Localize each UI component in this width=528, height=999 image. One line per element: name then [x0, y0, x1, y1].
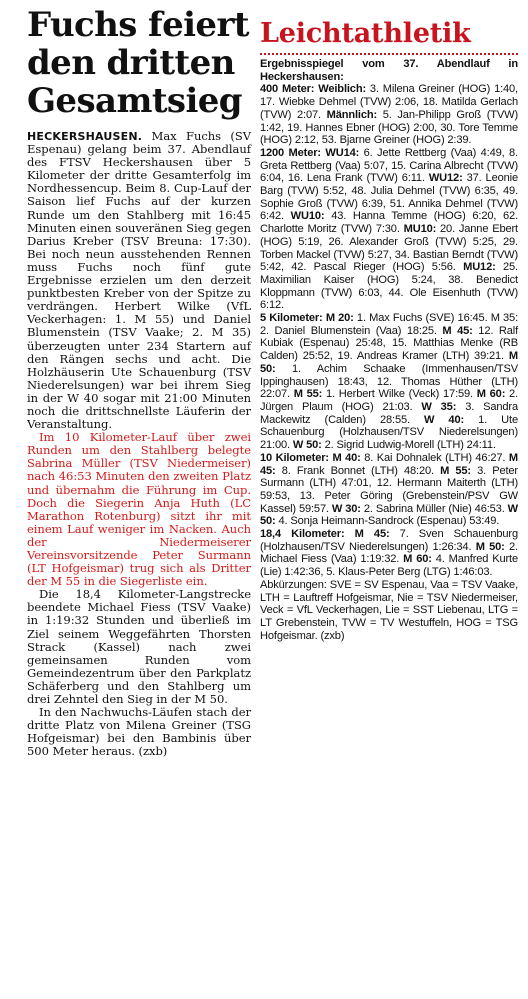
results-5km-m55: 1. Herbert Wilke (Veck) 17:59.: [322, 388, 473, 401]
results-wu14: 6. Jette Rettberg (Vaa) 4:49, 8. Greta Rettberg (Vaa) 5:07, 15. Carina Albrecht (TVW) 6:04, 16. Lena Frank (TVW) 6:11.: [260, 146, 518, 185]
label-wu12: WU12:: [424, 172, 463, 185]
label-400m: 400 Meter: Weiblich:: [260, 83, 366, 96]
results-10km-w30: 2. Sabrina Müller (Nie) 46:53.: [360, 502, 505, 515]
label-10km-w30: W 30:: [328, 502, 361, 515]
results-10km: [260, 452, 518, 528]
results-mu10: 20. Janne Ebert (HOG) 5:19, 26. Alexander Groß (TVW) 5:25, 29. Torben Mackel (TVW) 5:27, 34. Bastian Berndt (TVW) 5:42, 42. Pascal Rieger (HOG) 5:56.: [260, 223, 518, 274]
results-10km-w50: 4. Sonja Heimann-Sandrock (Espenau) 53:49.: [275, 515, 500, 528]
results-list: [260, 58, 518, 642]
section-divider: [260, 53, 518, 55]
label-5km-m50: M 50:: [260, 350, 518, 375]
article-paragraph-1: [27, 130, 251, 431]
label-18km: 18,4 Kilometer: M 45:: [260, 528, 390, 541]
label-maennlich: Männlich:: [326, 108, 378, 121]
paragraph-1-text: Max Fuchs (SV Espenau) gelang beim 37. Abendlauf des FTSV Heckershausen über 5 Kilometer der dritte Gesamterfolg im Nordhessencup. Beim 8. Cup-Lauf der Saison lief Fuchs auf der kurzen Runde um den Stahlberg mit 16:45 Minuten einen souveränen Sieg gegen Darius Kreber (TSV Breuna: 17:30). Bei noch neun ausstehenden Rennen muss Fuchs noch fünf gute Ergebnisse erzielen um den derzeit punktbesten Kreber von der Spitze zu verdrängen. Herbert Wilke (VfL Veckerhagen: 1. M 55) und Daniel Blumenstein (TSV Vaake; 2. M 35) überzeugten unter 234 Startern auf den Rängen sechs und acht. Die Holzhäuserin Ute Schauenburg (TSV Niederelsungen) war bei ihrem Sieg in der W 40 sogar mit 21:00 Minuten noch die drittschnellste Läuferin der Veranstaltung.: [27, 129, 251, 432]
results-intro: Ergebnisspiegel vom 37. Abendlauf in Heckershausen:: [260, 58, 518, 83]
results-18km-m50: 2. Michael Fiess (Vaa) 1:19:32.: [260, 540, 518, 566]
results-5km-w50: 2. Sigrid Ludwig-Morell (LTH) 24:11.: [321, 439, 496, 452]
results-mu12: 25. Maximilian Kaiser (HOG) 5:24, 38. Benedict Kloppmann (TVW) 6:03, 44. Ole Eisenhuth (TVW) 6:12.: [260, 261, 518, 312]
article-paragraph-4: In den Nachwuchs-Läufen stach der dritte Platz von Milena Greiner (TSG Hofgeismar) bei den Bambinis über 500 Meter heraus. (zxb): [27, 705, 251, 759]
headline-line-2: den dritten: [27, 43, 235, 83]
results-5km-m60: 2. Jürgen Plaum (HOG) 21:03.: [260, 388, 518, 413]
results-400m-weiblich: 3. Milena Greiner (HOG) 1:40, 17. Wiebke Dehmel (TVW) 2:06, 18. Matilda Gerlach (TVW) 2:07.: [260, 83, 518, 121]
section-title: Leichtathletik: [260, 18, 471, 49]
article-paragraph-3: Die 18,4 Kilometer-Langstrecke beendete Michael Fiess (TSV Vaake) in 1:19:32 Stunden und überließ im Ziel seinem Weggefährten Thorsten Strack (Kassel) nach zwei gemeinsamen Runden vom Gemeindezentrum über den Parkplatz Schäferberg und den Stahlberg um drei Zehntel den Sieg in der M 50.: [27, 587, 251, 707]
label-5km-m55: M 55:: [289, 388, 323, 401]
label-10km-w50: W 50:: [260, 502, 518, 528]
label-18km-m60: M 60:: [399, 553, 432, 566]
results-10km-m40: 8. Kai Dohnalek (LTH) 46:27.: [360, 451, 506, 464]
label-10km-m45: M 45:: [260, 451, 519, 477]
article-paragraph-2-highlighted: Im 10 Kilometer-Lauf über zwei Runden um den Stahlberg belegte Sabrina Müller (TSV Niedermeiser) nach 46:53 Minuten den zweiten Platz und übernahm die Führung im Cup. Doch die Siegerin Anja Huth (LC Marathon Rotenburg) sitzt ihr mit einem Lauf weniger im Nacken. Auch der Niedermeiserer Vereinsvorsitzende Peter Surmann (LT Hofgeismar) trug sich als Dritter der M 55 in die Siegerliste ein.: [27, 430, 251, 589]
label-5km-m45: M 45:: [436, 324, 473, 337]
label-10km-m55: M 55:: [433, 464, 471, 477]
label-1200m: 1200 Meter: WU14:: [260, 146, 360, 159]
results-5km-w40: 1. Ute Schauenburg (Holzhausen/TSV Niederelsungen) 21:00.: [260, 413, 518, 452]
results-18km: [260, 528, 518, 579]
label-wu10: WU10:: [283, 210, 325, 223]
results-5km-m45: 12. Ralf Kubiak (Espenau) 25:48, 15. Matthias Menke (RB Calden) 25:52, 19. Andreas Kramer (LTH) 39:21.: [260, 324, 519, 363]
label-18km-m50: M 50:: [471, 540, 505, 553]
headline-line-1: Fuchs feiert: [27, 5, 249, 45]
dateline: HECKERSHAUSEN.: [27, 130, 143, 143]
results-5km-w35: 3. Sandra Mackewitz (Calden) 28:55.: [260, 400, 518, 426]
results-10km-m55: 3. Peter Surmann (LTH) 47:01, 12. Hermann Maiterth (LTH) 59:53, 13. Peter Göring (Grebenstein/PSV GW Kassel) 59:57.: [260, 464, 518, 515]
results-10km-m45: 8. Frank Bonnet (LTH) 48:20.: [275, 464, 434, 477]
results-column: [260, 0, 518, 642]
results-wu10: 43. Hanna Temme (HOG) 6:20, 62. Charlotte Moritz (TVW) 7:30.: [260, 210, 519, 236]
results-400m: [260, 83, 518, 147]
article-headline: [27, 6, 251, 120]
headline-line-3: Gesamtsieg: [27, 81, 242, 121]
results-5km: [260, 312, 518, 452]
results-18km-m60: 4. Manfred Kurte (Lie) 1:42:36, 5. Klaus-Peter Berg (LTG) 1:46:03.: [260, 553, 518, 579]
label-mu10: MU10:: [399, 223, 437, 236]
label-10km: 10 Kilometer: M 40:: [260, 451, 361, 464]
results-5km-m50: 1. Achim Schaake (Immenhausen/TSV Ippinghausen) 18:43, 12. Thomas Hüther (LTH) 22:07.: [260, 362, 518, 401]
results-18km-m45: 7. Sven Schauenburg (Holzhausen/TSV Niederelsungen) 1:26:34.: [260, 528, 518, 553]
abbreviations: Abkürzungen: SVE = SV Espenau, Vaa = TSV Vaake, LTH = Lauftreff Hofgeismar, Nie = TSV Niedermeiser, Veck = VfL Veckerhagen, Lie = SST Liebenau, LTG = LT Grebenstein, TVW = TV Westuffeln, HOG = TSG Hofgeismar. (zxb): [260, 578, 518, 642]
results-400m-maennlich: 5. Jan-Philipp Groß (TVW) 1:42, 19. Hannes Ebner (HOG) 2:00, 30. Tore Temme (HOG) 2:12, 53. Bjarne Greiner (HOG) 2:39.: [260, 108, 518, 147]
results-5km-m20-m35: 1. Max Fuchs (SVE) 16:45. M 35: 2. Daniel Blumenstein (Vaa) 18:25.: [260, 312, 518, 337]
results-wu12: 37. Leonie Barg (TVW) 5:52, 48. Julia Dehmel (TVW) 6:35, 49. Sophie Groß (TVW) 6:39, 51. Annika Dehmel (TVW) 6:42.: [260, 172, 518, 223]
label-5km-w50: W 50:: [289, 439, 322, 452]
label-5km-m60: M 60:: [472, 388, 506, 401]
label-5km: 5 Kilometer: M 20:: [260, 312, 354, 325]
label-5km-w35: W 35:: [412, 400, 457, 413]
article-body: [27, 130, 251, 759]
label-5km-w40: W 40:: [409, 413, 465, 426]
label-mu12: MU12:: [455, 261, 496, 274]
results-1200m: [260, 147, 518, 312]
article-column: [27, 0, 251, 759]
